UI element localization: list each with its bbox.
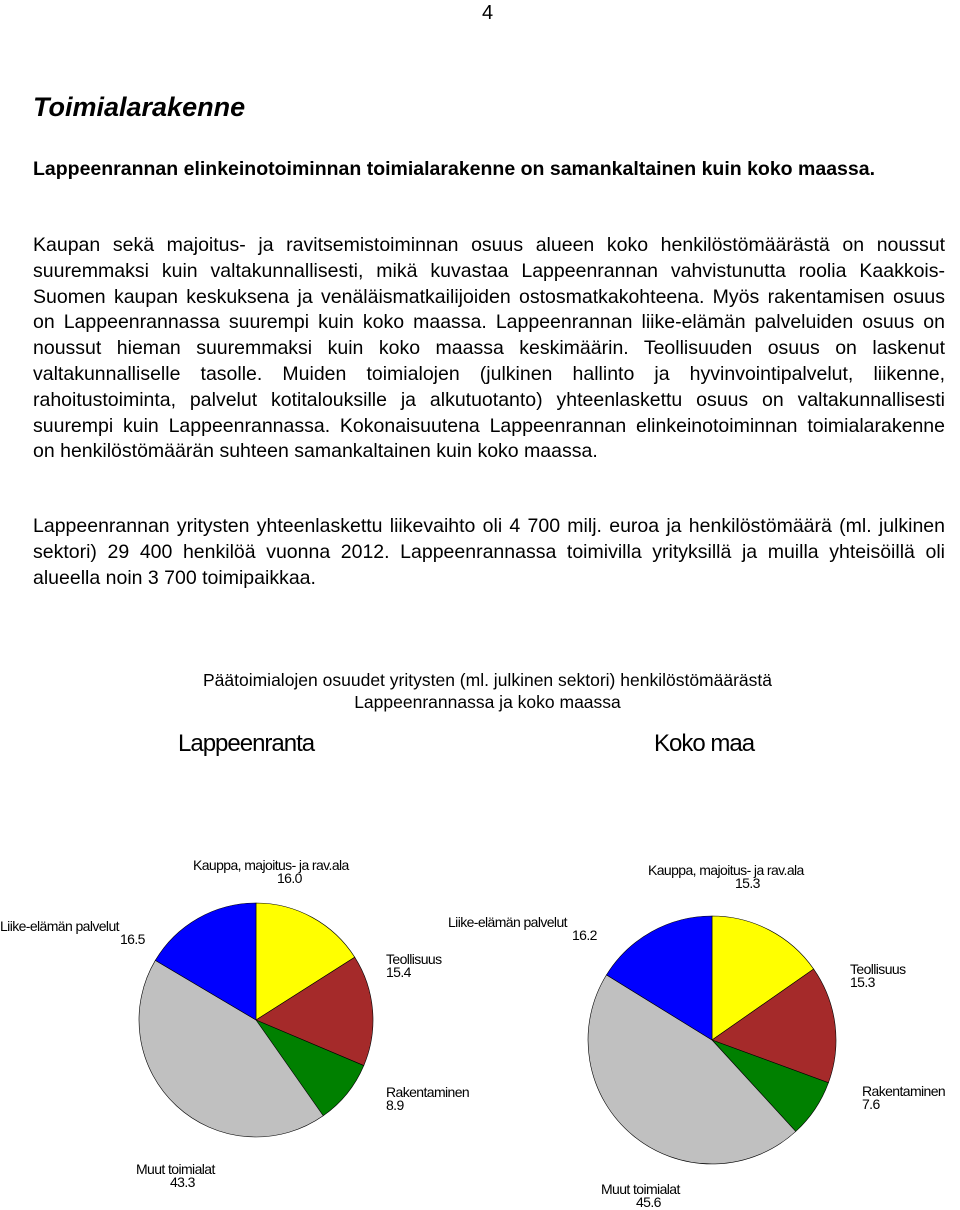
pie-1-label-rakentaminen: Rakentaminen [386,1084,470,1100]
pie-1-value-rakentaminen: 8.9 [386,1097,404,1113]
pie-1-label-muut: Muut toimialat [136,1161,215,1177]
section-heading: Toimialarakenne [33,92,246,122]
chart-title-koko-maa: Koko maa [654,730,755,757]
pie-2-label-teollisuus: Teollisuus [850,961,906,977]
pie-2-value-muut: 45.6 [636,1194,661,1210]
pie-2-value-rakentaminen: 7.6 [862,1096,880,1112]
pie-1-label-liike-elama: Liike-elämän palvelut [0,918,119,934]
lead-paragraph: Lappeenrannan elinkeinotoiminnan toimialarakenne on samankaltainen kuin koko maassa. [33,158,875,180]
pie-1-value-liike-elama: 16.5 [120,931,145,947]
pie-2-value-liike-elama: 16.2 [572,927,597,943]
pie-2-value-kauppa: 15.3 [735,875,760,891]
figure-title-line-2: Lappeenrannassa ja koko maassa [354,692,621,712]
pie-1-value-muut: 43.3 [170,1174,195,1190]
pie-1-value-teollisuus: 15.4 [386,964,411,980]
chart-title-lappeenranta: Lappeenranta [178,730,315,757]
pie-1-value-kauppa: 16.0 [277,870,302,886]
pie-1-label-kauppa: Kauppa, majoitus- ja rav.ala [193,857,349,873]
pie-2-label-rakentaminen: Rakentaminen [862,1083,946,1099]
body-paragraph-1: Kaupan sekä majoitus- ja ravitsemistoiminnan osuus alueen koko henkilöstömäärästä on noussut suuremmaksi kuin valtakunnallisesti, mikä kuvastaa Lappeenrannan vahvistunutta roolia Kaakkois-Suomen kaupan keskuksena ja venäläismatkailijoiden ostosmatkakohteena. Myös rakentamisen osuus on Lappeenrannassa suurempi kuin koko maassa. Lappeenrannan liike-elämän palveluiden osuus on noussut hieman suuremmaksi kuin koko maassa keskimäärin. Teollisuuden osuus on laskenut valtakunnalliselle tasolle. Muiden toimialojen (julkinen hallinto ja hyvinvointipalvelut, liikenne, rahoitustoiminta, palvelut kotitalouksille ja alkutuotanto) yhteenlaskettu osuus on valtakunnallisesti suurempi kuin Lappeenrannassa. Kokonaisuutena Lappeenrannan elinkeinotoiminnan toimialarakenne on henkilöstömäärän suhteen samankaltainen kuin koko maassa. [33,234,945,463]
pie-2-label-muut: Muut toimialat [601,1181,680,1197]
pie-2-value-teollisuus: 15.3 [850,974,875,990]
pie-1-label-teollisuus: Teollisuus [386,951,442,967]
body-paragraph-2: Lappeenrannan yritysten yhteenlaskettu liikevaihto oli 4 700 milj. euroa ja henkilöstömäärä (ml. julkinen sektori) 29 400 henkilöä vuonna 2012. Lappeenrannassa toimivilla yrityksillä ja muilla yhteisöillä oli alueella noin 3 700 toimipaikkaa. [33,515,945,589]
pie-2-label-liike-elama: Liike-elämän palvelut [448,914,567,930]
figure-title-line-1: Päätoimialojen osuudet yritysten (ml. julkinen sektori) henkilöstömäärästä [202,670,772,690]
page-number: 4 [481,2,494,24]
pie-2-label-kauppa: Kauppa, majoitus- ja rav.ala [648,862,804,878]
